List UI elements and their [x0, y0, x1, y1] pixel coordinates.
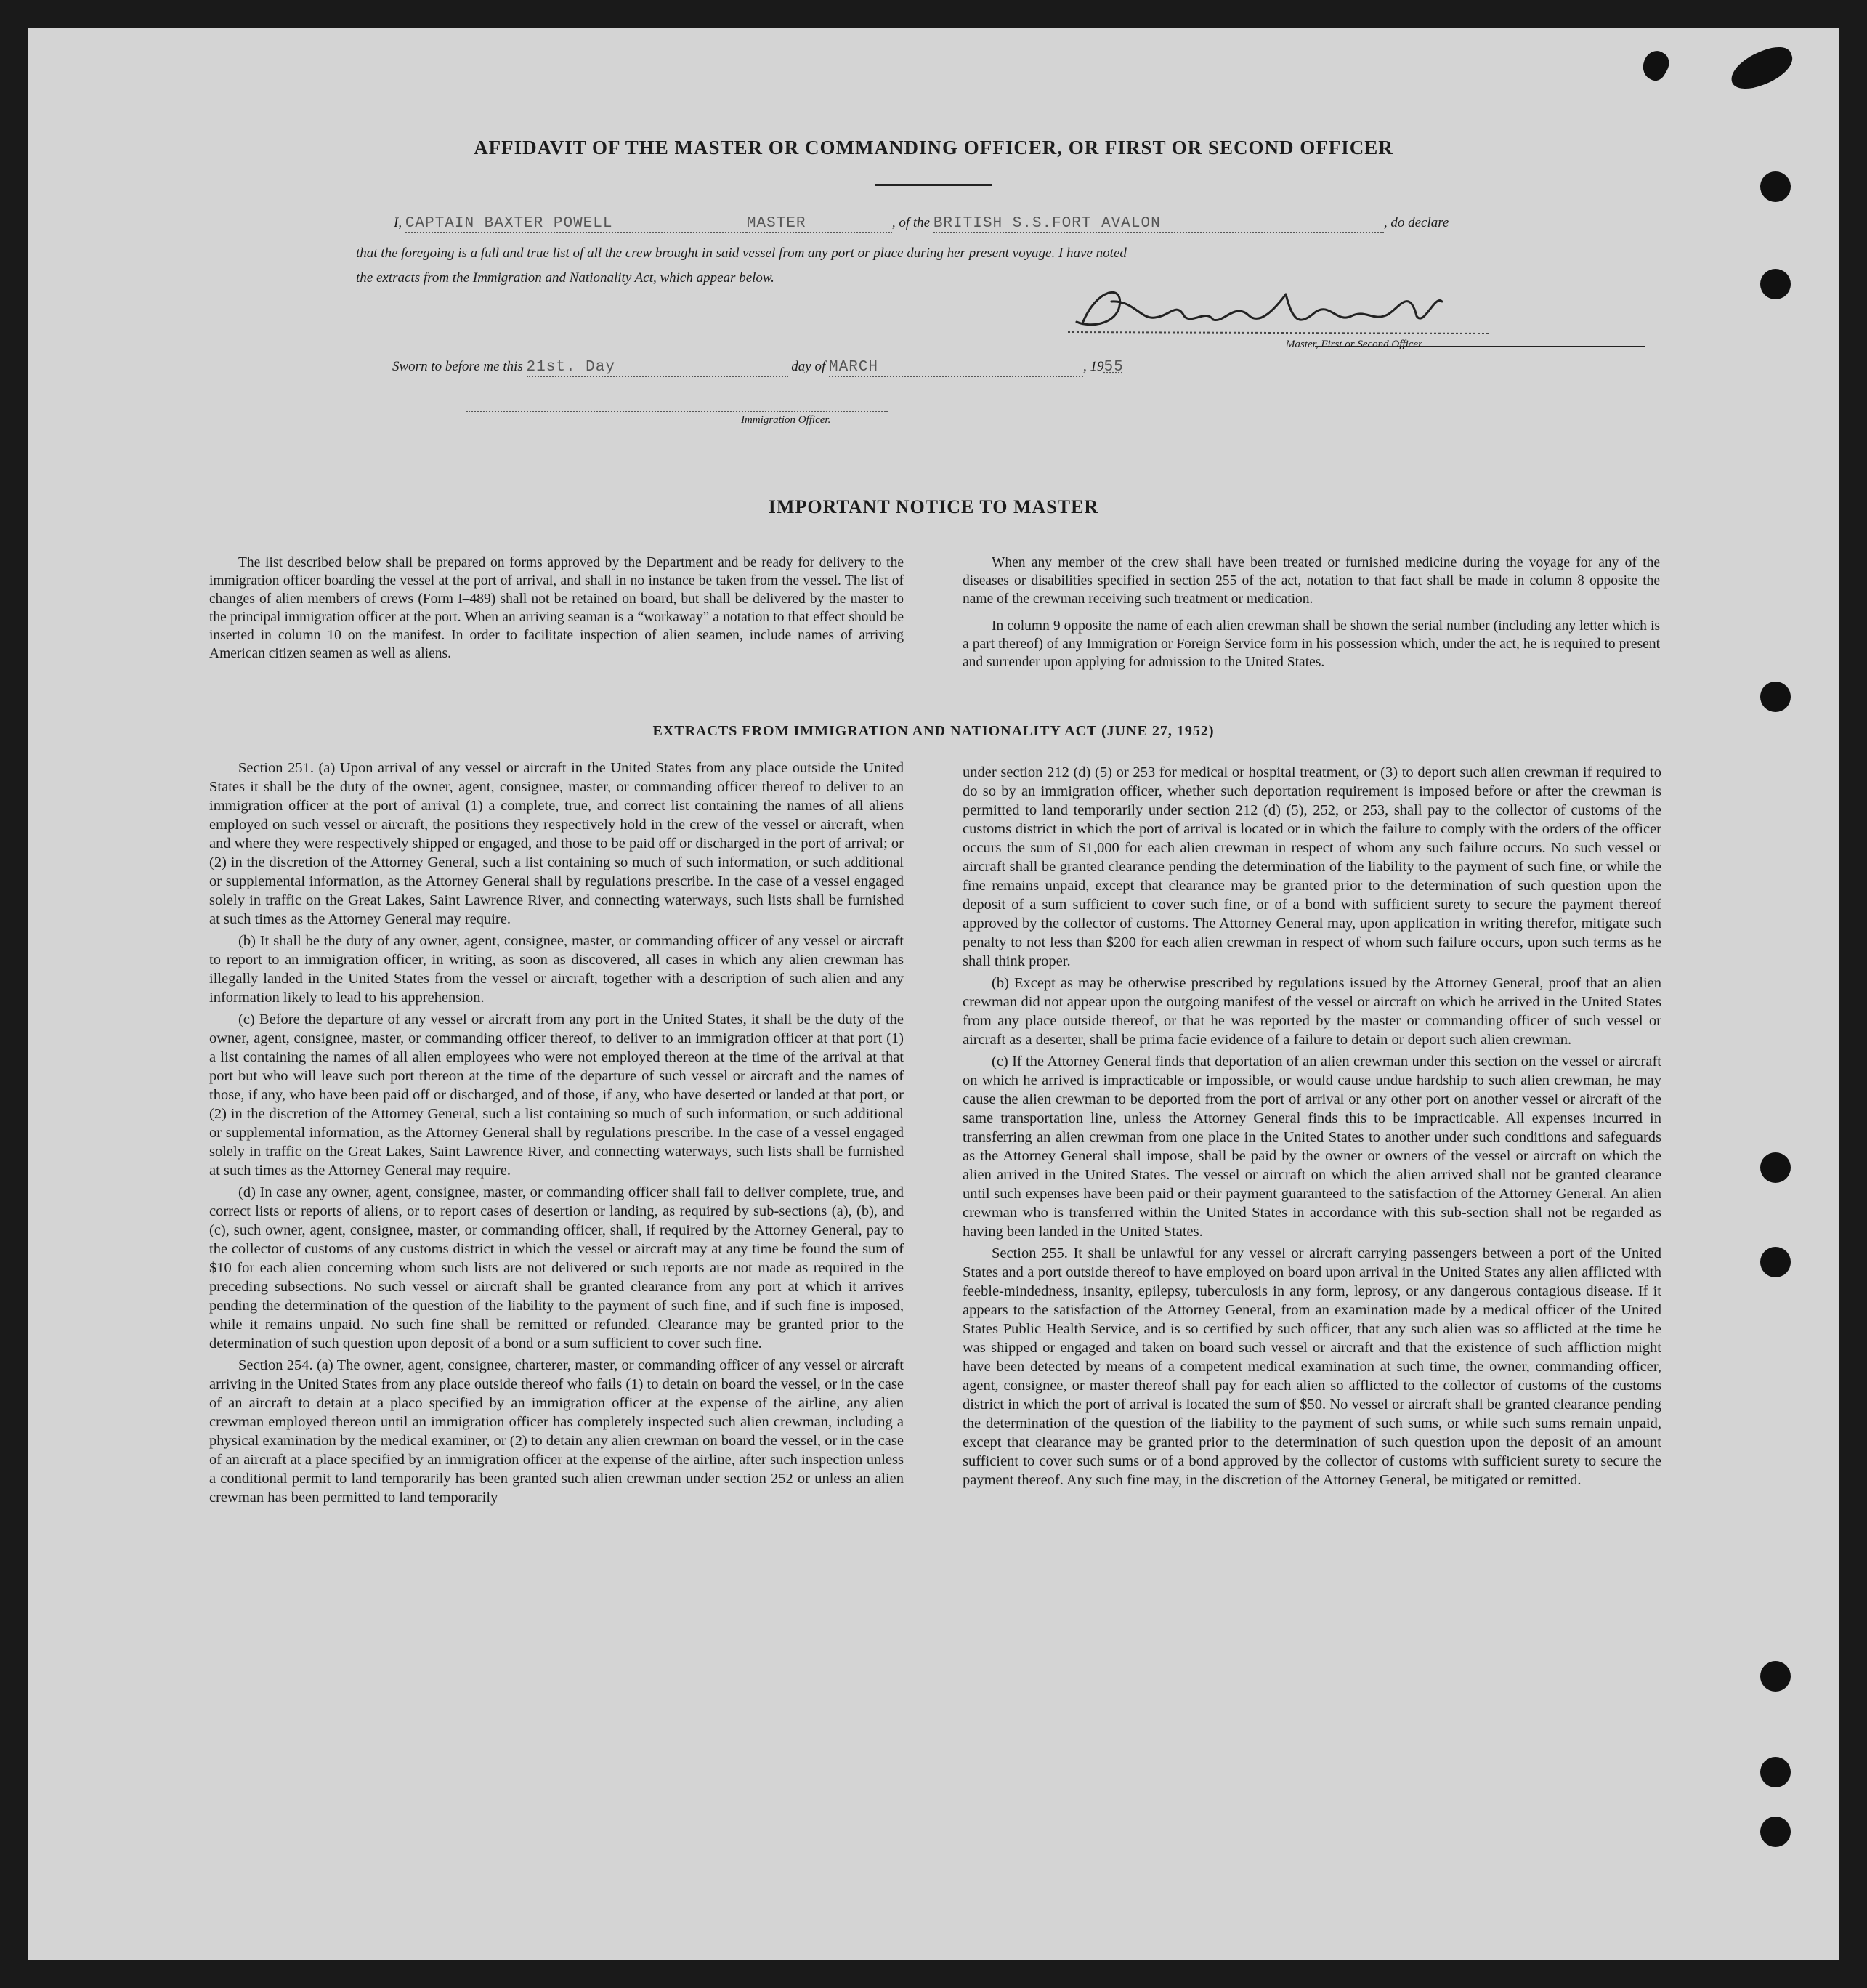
binder-hole [1760, 682, 1791, 712]
binder-hole [1760, 1817, 1791, 1847]
binder-hole [1760, 1661, 1791, 1692]
binder-hole [1760, 1152, 1791, 1183]
extract-paragraph: Section 254. (a) The owner, agent, consignee, charterer, master, or commanding officer of any vessel or aircraft arriving in the United States from any place outside thereof who fails (1) to detain on board the vessel, or in the case of an aircraft to detain at a placo specified by an immigration officer at the expense of the airline, any alien crewman employed thereon until an immigration officer has completely inspected such alien crewman, including a physical examination by the medical examiner, or (2) to detain any alien crewman on board the vessel, or in the case of an aircraft at a place specified by an immigration officer at the expense of the airline, after such inspection unless a conditional permit to land temporarily has been granted such alien crewman under section 252 or unless an alien crewman has been permitted to land temporarily [209, 1357, 904, 1506]
sworn-label: Sworn to before me this [392, 359, 523, 374]
extract-paragraph: (c) Before the departure of any vessel or aircraft from any port in the United States, it shall be the duty of the owner, agent, consignee, master, or commanding officer thereof, to deliver to an immigration officer at that port (1) a list containing the names of all alien employees who were not employed thereon at the time of the arrival at that port but who will leave such port thereon at the time of the departure of such vessel or aircraft and the names of those, if any, who have been paid off or discharged, and of those, if any, who have deserted or landed at that port, or (2) in the discretion of the Attorney General, such a list containing so much of such information, or such additional or supplemental information, as the Attorney General shall by regulations prescribe. In the case of a vessel engaged solely in traffic on the Great Lakes, Saint Lawrence River, and connecting waterways, such lists shall be furnished at such times as the Attorney General may require. [209, 1011, 904, 1179]
master-signature [1068, 280, 1489, 338]
month-field [829, 359, 1083, 377]
declaration-line-3: the extracts from the Immigration and Nationality Act, which appear below. [356, 270, 774, 286]
vessel-field [934, 215, 1384, 233]
year-value: 55 [1103, 359, 1124, 376]
vessel-value: BRITISH S.S.FORT AVALON [933, 215, 1161, 232]
extract-paragraph: Section 251. (a) Upon arrival of any vessel or aircraft in the United States from any place outside the United States it shall be the duty of the owner, agent, consignee, master, or commanding officer thereof to deliver to an immigration officer at the port of arrival (1) a complete, true, and correct list containing the names of all aliens employed on such vessel or aircraft, the positions they respectively hold in the crew of the vessel or aircraft, when and where they were respectively shipped or engaged, and those to be paid off or discharged in the port of arrival; or (2) in the discretion of the Attorney General, such a list containing so much of such information, or such additional or supplemental information, as the Attorney General shall by regulations prescribe. In the case of a vessel engaged solely in traffic on the Great Lakes, Saint Lawrence River, and connecting waterways, such lists shall be furnished at such times as the Attorney General may require. [209, 760, 904, 927]
month-value: MARCH [829, 359, 879, 376]
do-declare-label: , do declare [1383, 215, 1449, 230]
extract-paragraph: Section 255. It shall be unlawful for any vessel or aircraft carrying passengers between a port of the United States and a port outside thereof to have employed on board upon arrival in the United States any alien afflicted with feeble-mindedness, insanity, epilepsy, tuberculosis in any form, leprosy, or any dangerous contagious disease. If it appears to the satisfaction of the Attorney General, from an examination made by a medical officer of the United States Public Health Service, and is so certified by such officer, that any such alien was so afflicted at the time he was shipped or engaged and taken on board such vessel or aircraft and that the existence of such affliction might have been detected by means of a competent medical examination at such time, the owner, commanding officer, agent, consignee, or master thereof shall pay for each alien so afflicted to the collector of customs of the customs district in which the port of arrival is located the sum of $50. No vessel or aircraft shall be granted clearance pending the determination of the question of the liability to the payment of such sums, or while such sums remain unpaid, except that clearance may be granted prior to the determination of such question upon the deposit of an amount sufficient to cover such sums or of a bond approved by the collector of customs with sufficient surety to secure the payment thereof. Any such fine may, in the discretion of the Attorney General, be mitigated or remitted. [963, 1245, 1661, 1488]
binder-hole [1760, 1247, 1791, 1277]
extract-paragraph: (c) If the Attorney General finds that deportation of an alien crewman under this section on the vessel or aircraft on which he arrived is impracticable or impossible, or would cause undue hardship to such alien crewman, he may cause the alien crewman to be deported from the port of arrival or any other port on another vessel or aircraft of the same transportation line, unless the Attorney General finds this to be impracticable. All expenses incurred in transferring an alien crewman from one place in the United States to another under such conditions and safeguards as the Attorney General shall impose, shall be paid by the owner or owners of the vessel or aircraft on which the alien arrived in the United States. The vessel or aircraft on which the alien arrived shall not be granted clearance until such expenses have been paid or their payment guaranteed to the satisfaction of the Attorney General. An alien crewman who is transferred within the United States in accordance with this sub-section shall not be regarded as having been landed in the United States. [963, 1054, 1661, 1240]
notice-paragraph: In column 9 opposite the name of each alien crewman shall be shown the serial number (including any letter which is a part thereof) of any Immigration or Foreign Service form in his possession which, under the act, he is required to present and surrender upon applying for admission to the United States. [963, 618, 1660, 670]
binder-hole [1760, 269, 1791, 299]
extract-paragraph: under section 212 (d) (5) or 253 for medical or hospital treatment, or (3) to deport such alien crewman if required to do so by an immigration officer, whether such deportation requirement is imposed before or after the crewman is permitted to land temporarily under section 212 (d) (5), 252, or 253, shall pay to the collector of customs of the customs district in which the port of arrival is located or in which the failure to comply with the orders of the officer occurs the sum of $1,000 for each alien crewman in respect of whom any such failure occurs. No such vessel or aircraft shall be granted clearance pending the determination of the liability to the payment of such fine, or while the fine remains unpaid, except that clearance may be granted prior to the determination of such question upon the deposit of a sum sufficient to cover such fine, or of a bond with sufficient surety to secure the payment thereof approved by the collector of customs. The Attorney General may, upon application in writing therefor, mitigate such penalty to not less than $200 for each alien crewman in respect of whom such failure occurs, upon such terms as he shall think proper. [963, 764, 1661, 969]
master-name-value: CAPTAIN BAXTER POWELL [405, 215, 613, 232]
name-field [405, 215, 747, 233]
year-prefix: , 19 [1083, 359, 1104, 374]
binder-hole [1760, 1757, 1791, 1787]
notice-paragraph: The list described below shall be prepared on forms approved by the Department and be ready for delivery to the immigration officer boarding the vessel at the port of arrival, and shall in no instance be taken from the vessel. The list of changes of alien members of crews (Form I–489) shall not be retained on board, but shall be delivered by the master to the principal immigration officer at the port. When an arriving seaman is a “workaway” a notation to that effect should be inserted in column 10 on the manifest. In order to facilitate inspection of alien seamen, include names of arriving American citizen seamen as well as aliens. [209, 555, 904, 661]
binder-hole [1760, 171, 1791, 202]
master-caption: Master, First or Second Officer. [1286, 339, 1424, 350]
notice-paragraph: When any member of the crew shall have been treated or furnished medicine during the voyage for any of the diseases or disabilities specified in section 255 of the act, notation to that fact shall be made in column 8 opposite the name of the crewman receiving such treatment or medication. [963, 555, 1660, 607]
officer-caption: Immigration Officer. [741, 414, 831, 426]
notice-title: IMPORTANT NOTICE TO MASTER [768, 496, 1099, 517]
extract-paragraph: (b) Except as may be otherwise prescribed by regulations issued by the Attorney General, proof that an alien crewman did not appear upon the outgoing manifest of the vessel or aircraft on which he arrived in the United States from any place outside thereof, or that he was reported by the master or commanding officer of such vessel or aircraft as a deserter, shall be prima facie evidence of a failure to detain or deport such alien crewman. [963, 975, 1661, 1048]
declaration-line-2: that the foregoing is a full and true list of all the crew brought in said vessel from any port or place during her present voyage. I have noted [356, 246, 1127, 261]
title-rule [875, 184, 992, 186]
rank-value: MASTER [746, 215, 806, 232]
declaration-line-1 [394, 215, 1449, 233]
notice-right-column [963, 554, 1660, 674]
rank-field [747, 215, 892, 233]
sworn-day-value: 21st. Day [526, 359, 615, 376]
extracts-title: EXTRACTS FROM IMMIGRATION AND NATIONALITY ACT (JUNE 27, 1952) [652, 723, 1215, 739]
extracts-right-column [963, 763, 1661, 1492]
officer-signature-rule [466, 410, 888, 412]
sworn-line [392, 359, 1124, 377]
notice-left-column [209, 554, 904, 666]
extract-paragraph: (b) It shall be the duty of any owner, agent, consignee, master, or commanding officer of any vessel or aircraft to report to an immigration officer, in writing, as soon as discovered, all cases in which any alien crewman has illegally landed in the United States from the vessel or aircraft, together with a description of such alien and any information likely to lead to his apprehension. [209, 933, 904, 1006]
of-the-label: , of the [891, 215, 931, 230]
extracts-left-column [209, 759, 904, 1510]
i-label: I, [394, 215, 402, 230]
sworn-day-field [527, 359, 788, 377]
extract-paragraph: (d) In case any owner, agent, consignee, master, or commanding officer shall fail to deliver complete, true, and correct lists or reports of aliens, or to report cases of desertion or landing, as required by sub-sections (a), (b), and (c), such owner, agent, consignee, master, or commanding officer, shall, if required by the Attorney General, pay to the collector of customs of any customs district in which the vessel or aircraft may at any time be found the sum of $10 for each alien concerning whom such lists are not delivered or such reports are not made as required in the preceding subsections. No such vessel or aircraft shall be granted clearance from any port at which it arrives pending the determination of the question of the liability to the payment of such fine, and if such fine is imposed, while it remains unpaid. No such fine shall be remitted or refunded. Clearance may be granted prior to the determination of such question upon deposit of a bond or a sum sufficient to cover such fine. [209, 1184, 904, 1351]
day-of-label: day of [791, 359, 826, 374]
affidavit-title: AFFIDAVIT OF THE MASTER OR COMMANDING OFFICER, OR FIRST OR SECOND OFFICER [474, 137, 1393, 158]
